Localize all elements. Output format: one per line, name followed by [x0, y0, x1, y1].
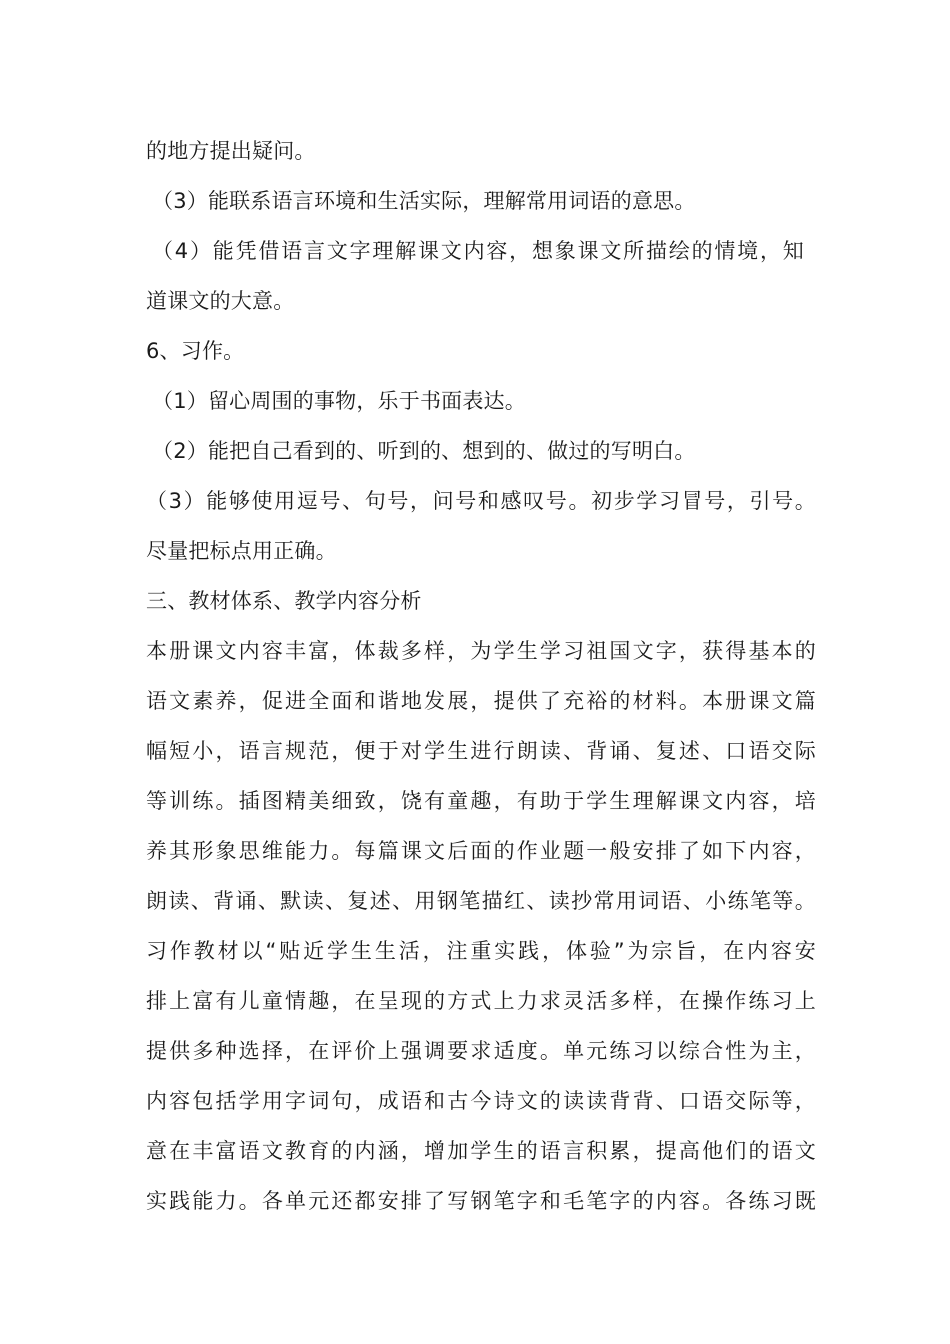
text-line: 语文素养，促进全面和谐地发展，提供了充裕的材料。本册课文篇 — [146, 689, 816, 713]
text-line: 习作教材以“贴近学生生活，注重实践，体验”为宗旨，在内容安 — [146, 939, 816, 963]
text-line: （2）能把自己看到的、听到的、想到的、做过的写明白。 — [152, 439, 696, 463]
text-line: 内容包括学用字词句，成语和古今诗文的读读背背、口语交际等， — [146, 1089, 816, 1113]
text-line: 意在丰富语文教育的内涵，增加学生的语言积累，提高他们的语文 — [146, 1139, 816, 1163]
text-line: 尽量把标点用正确。 — [146, 539, 337, 563]
text-line: 等训练。插图精美细致，饶有童趣，有助于学生理解课文内容，培 — [146, 789, 816, 813]
text-line: 实践能力。各单元还都安排了写钢笔字和毛笔字的内容。各练习既 — [146, 1189, 816, 1213]
text-line: （3）能够使用逗号、句号，问号和感叹号。初步学习冒号，引号。 — [146, 489, 816, 513]
text-line: 提供多种选择，在评价上强调要求适度。单元练习以综合性为主， — [146, 1039, 816, 1063]
text-line: 排上富有儿童情趣，在呈现的方式上力求灵活多样，在操作练习上 — [146, 989, 816, 1013]
text-line: 本册课文内容丰富，体裁多样，为学生学习祖国文字，获得基本的 — [146, 639, 816, 663]
text-line: （3）能联系语言环境和生活实际，理解常用词语的意思。 — [152, 189, 696, 213]
text-line: （1）留心周围的事物，乐于书面表达。 — [152, 389, 526, 413]
text-line: 幅短小，语言规范，便于对学生进行朗读、背诵、复述、口语交际 — [146, 739, 816, 763]
text-line: 朗读、背诵、默读、复述、用钢笔描红、读抄常用词语、小练笔等。 — [146, 889, 816, 913]
text-line: （4）能凭借语言文字理解课文内容，想象课文所描绘的情境，知 — [152, 239, 804, 263]
text-line: 道课文的大意。 — [146, 289, 295, 313]
section-heading: 6、习作。 — [146, 339, 245, 363]
text-line: 养其形象思维能力。每篇课文后面的作业题一般安排了如下内容， — [146, 839, 816, 863]
text-line: 的地方提出疑问。 — [146, 139, 316, 163]
section-heading: 三、教材体系、教学内容分析 — [146, 589, 422, 613]
